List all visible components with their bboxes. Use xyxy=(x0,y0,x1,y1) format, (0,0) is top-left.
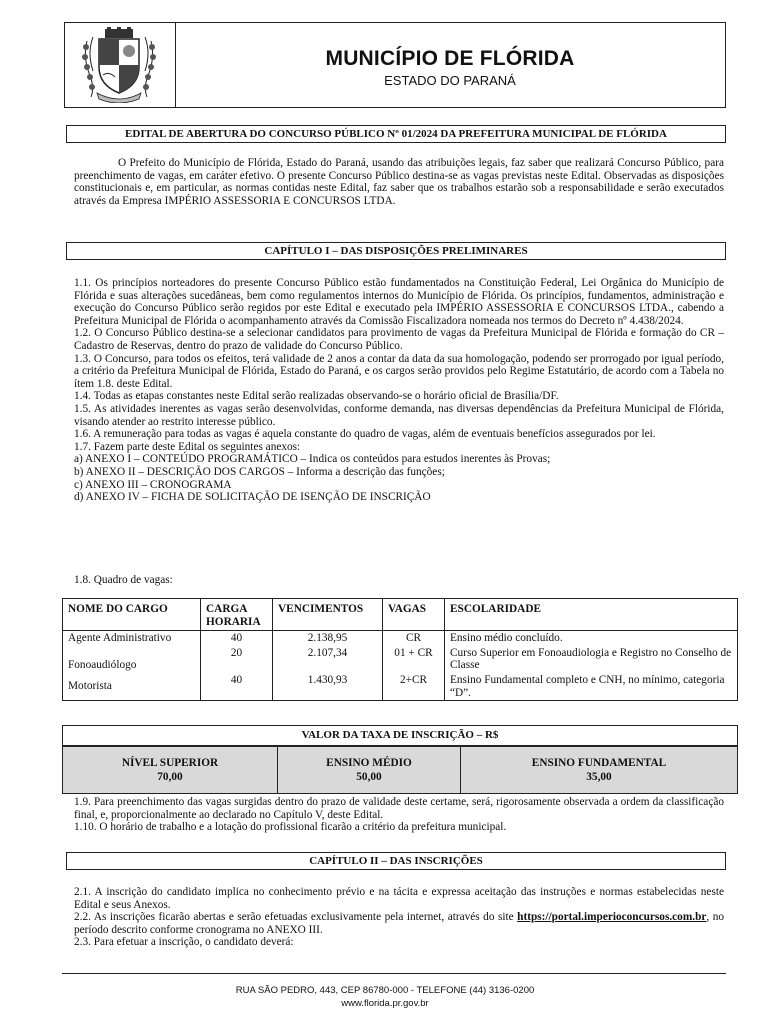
col-header-vagas: VAGAS xyxy=(383,599,445,631)
registration-link[interactable]: https://portal.imperioconcursos.com.br xyxy=(517,911,707,924)
cell-cargo: Agente Administrativo xyxy=(63,631,201,646)
cell-carga: 40 xyxy=(201,631,273,646)
taxa-value: 70,00 xyxy=(157,771,183,783)
cell-escolaridade: Ensino Fundamental completo e CNH, no mínimo, categoria “D”. xyxy=(445,673,738,701)
logo-cell xyxy=(65,23,176,107)
cell-vencimento: 2.107,34 xyxy=(273,646,383,673)
cell-vagas: 01 + CR xyxy=(383,646,445,673)
item-1-4: 1.4. Todas as etapas constantes neste Edital serão realizadas observando-se o horário oficial de Brasília/DF. xyxy=(74,390,559,403)
taxa-superior xyxy=(63,747,278,793)
footer-website[interactable]: www.florida.pr.gov.br xyxy=(341,998,429,1009)
annex-a: a) ANEXO I – CONTEÚDO PROGRAMÁTICO – Indica os conteúdos para estudos inerentes às Provas; xyxy=(74,453,551,466)
cell-vencimento: 2.138,95 xyxy=(273,631,383,646)
cell-escolaridade: Curso Superior em Fonoaudiologia e Registro no Conselho de Classe xyxy=(445,646,738,673)
cell-vagas: CR xyxy=(383,631,445,646)
annex-b: b) ANEXO II – DESCRIÇÃO DOS CARGOS – Informa a descrição das funções; xyxy=(74,465,445,478)
item-1-1: 1.1. Os princípios norteadores do presente Concurso Público estão fundamentados na Constituição Federal, Lei Orgânica do Município de Flórida e suas alterações sucedâneas, bem como regulamentos internos do Município de Flórida. Os princípios, fundamentos, administração e execução do Concurso Público serão regidos por este Edital e executado pela IMPÉRIO ASSESSORIA E CONCURSOS LTDA., cabendo a Prefeitura Municipal de Flórida o acompanhamento através da Comissão Fiscalizadora nomeada nos termos do Decreto nº 4.438/2024. xyxy=(74,277,724,327)
annex-d: d) ANEXO IV – FICHA DE SOLICITAÇÃO DE ISENÇÃO DE INSCRIÇÃO xyxy=(74,491,431,504)
cell-vagas: 2+CR xyxy=(383,673,445,701)
taxa-value: 50,00 xyxy=(356,771,382,783)
cell-vencimento: 1.430,93 xyxy=(273,673,383,701)
table-row xyxy=(63,631,738,646)
quadro-label: 1.8. Quadro de vagas: xyxy=(74,574,173,586)
table-row xyxy=(63,646,738,673)
item-2-2-text: 2.2. As inscrições ficarão abertas e serão efetuadas exclusivamente pela internet, através do site xyxy=(74,911,518,924)
cell-escolaridade: Ensino médio concluído. xyxy=(445,631,738,646)
table-header-row xyxy=(63,599,738,631)
cell-cargo: Fonoaudiólogo xyxy=(63,646,201,673)
item-1-3: 1.3. O Concurso, para todos os efeitos, terá validade de 2 anos a contar da data da sua homologação, podendo ser prorrogado por igual período, a critério da Prefeitura Municipal de Flórida, Estado do Paraná, e os cargos serão providos pelo Regime Estatutário, de acordo com a Tabela no ítem 1.8. deste Edital. xyxy=(74,352,724,390)
chapter-2-title: CAPÍTULO II – DAS INSCRIÇÕES xyxy=(66,852,726,870)
annex-c: c) ANEXO III – CRONOGRAMA xyxy=(74,478,232,491)
edital-title: EDITAL DE ABERTURA DO CONCURSO PÚBLICO Nº 01/2024 DA PREFEITURA MUNICIPAL DE FLÓRIDA xyxy=(66,125,726,143)
cell-carga: 40 xyxy=(201,673,273,701)
letterhead xyxy=(64,22,726,108)
taxa-medio xyxy=(278,747,461,793)
cell-cargo: Motorista xyxy=(63,673,201,701)
chapter-1-items xyxy=(74,277,724,504)
intro-section xyxy=(74,157,724,207)
table-row xyxy=(63,673,738,701)
taxa-title: VALOR DA TAXA DE INSCRIÇÃO – R$ xyxy=(62,725,738,746)
page-subtitle: ESTADO DO PARANÁ xyxy=(384,73,516,88)
item-1-10: 1.10. O horário de trabalho e a lotação do profissional ficarão a critério da prefeitura municipal. xyxy=(74,821,507,834)
col-header-escolaridade: ESCOLARIDADE xyxy=(445,599,738,631)
item-1-2: 1.2. O Concurso Público destina-se a selecionar candidatos para provimento de vagas da Prefeitura Municipal de Flórida e formação do CR – Cadastro de Reservas, dentro do prazo de validade do Concurso Público. xyxy=(74,327,724,352)
item-1-6: 1.6. A remuneração para todas as vagas é aquela constante do quadro de vagas, além de eventuais benefícios assegurados por lei. xyxy=(74,428,656,441)
col-header-carga: CARGA HORARIA xyxy=(201,599,273,631)
item-2-2-text-end: , no período descrito conforme cronograma no ANEXO III. xyxy=(74,911,724,936)
item-2-2 xyxy=(74,911,724,936)
taxa-label: ENSINO FUNDAMENTAL xyxy=(531,757,667,769)
item-1-5: 1.5. As atividades inerentes as vagas serão desenvolvidas, conforme demanda, nas diversas dependências da Prefeitura Municipal de Flórida, visando atender ao restrito interesse público. xyxy=(74,402,724,428)
item-1-7: 1.7. Fazem parte deste Edital os seguintes anexos: xyxy=(74,440,301,453)
cell-carga: 20 xyxy=(201,646,273,673)
col-header-cargo: NOME DO CARGO xyxy=(63,599,201,631)
taxa-label: NÍVEL SUPERIOR xyxy=(121,757,219,769)
item-1-9: 1.9. Para preenchimento das vagas surgidas dentro do prazo de validade deste certame, será, rigorosamente observada a ordem da classificação final, e, proporcionalmente ao declarado no Capítulo V, deste Edital. xyxy=(74,796,724,821)
taxa-grid xyxy=(62,746,738,794)
taxa-value: 35,00 xyxy=(586,771,612,783)
after-taxa-items xyxy=(74,796,724,834)
taxa-fundamental xyxy=(461,747,737,793)
vagas-table xyxy=(62,598,738,701)
footer-divider xyxy=(62,973,726,974)
item-2-3: 2.3. Para efetuar a inscrição, o candidato deverá: xyxy=(74,936,294,949)
item-2-1: 2.1. A inscrição do candidato implica no conhecimento prévio e na tácita e expressa aceitação das instruções e normas estabelecidas neste Edital e seus Anexos. xyxy=(74,886,724,911)
coat-of-arms-icon xyxy=(77,27,161,103)
taxa-label: ENSINO MÉDIO xyxy=(326,757,412,769)
page-title: MUNICÍPIO DE FLÓRIDA xyxy=(325,47,575,70)
chapter-1-title: CAPÍTULO I – DAS DISPOSIÇÕES PRELIMINARES xyxy=(66,242,726,260)
intro-paragraph: O Prefeito do Município de Flórida, Estado do Paraná, usando das atribuições legais, faz saber que realizará Concurso Público, para preenchimento de vagas, em caráter efetivo. O presente Concurso Público destina-se as vagas previstas neste Edital. Observadas as disposições constitucionais e, em particular, as normas contidas neste Edital, faz saber que os trabalhos estarão sob a responsabilidade e serão executados através da Empresa IMPÉRIO ASSESSORIA E CONCURSOS LTDA. xyxy=(74,157,724,207)
footer-address: RUA SÃO PEDRO, 443, CEP 86780-000 - TELEFONE (44) 3136-0200 xyxy=(235,985,535,996)
col-header-vencimentos: VENCIMENTOS xyxy=(273,599,383,631)
chapter-2-items xyxy=(74,886,724,949)
